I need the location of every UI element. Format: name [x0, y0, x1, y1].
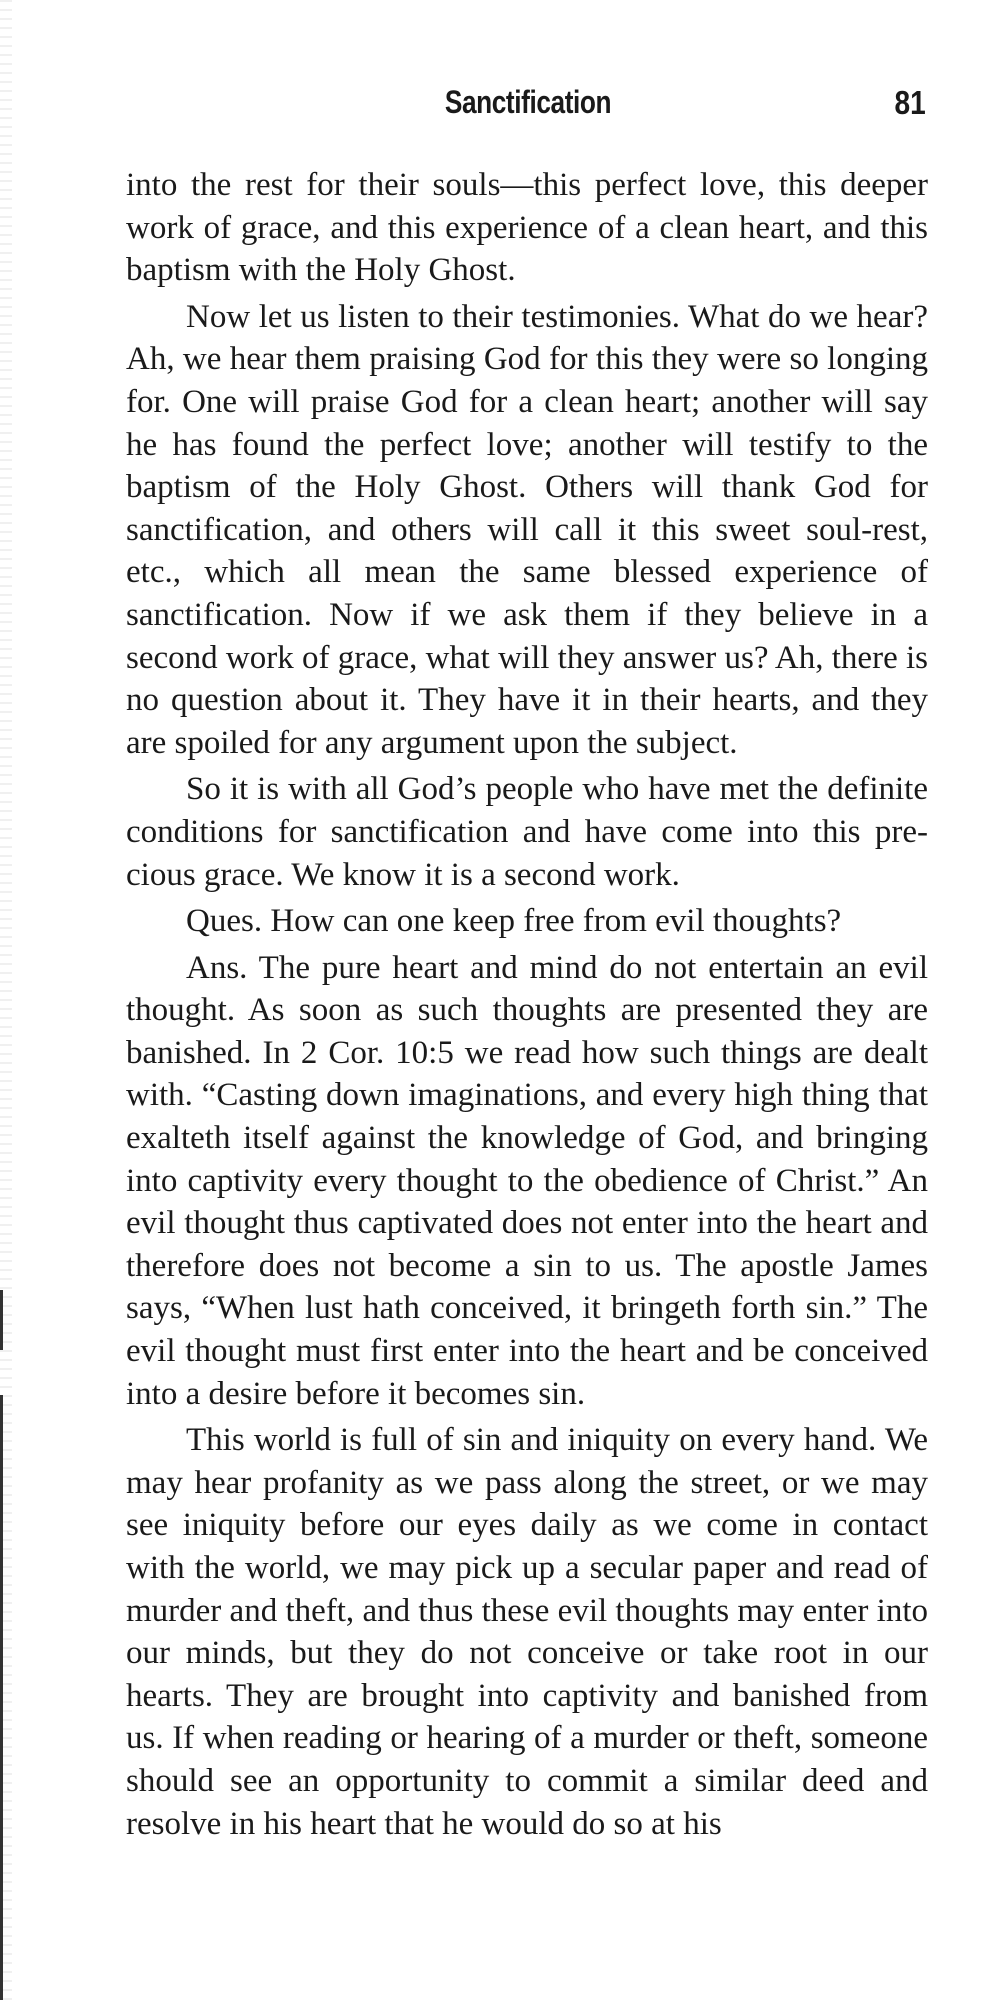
paragraph-3: So it is with all God’s people who have met the definite conditions for sanctification and have come into this precious grace. We know it is a second work. — [126, 771, 928, 893]
page-edge-mark — [0, 1395, 3, 2000]
answer-paragraph: Ans. The pure heart and mind do not entertain an evil thought. As soon as such thoughts are presented they are banished. In 2 Cor. 10:5 we read how such things are dealt with. “Casting down imaginations, and every high thing that exalteth itself against the knowledge of God, and bringing into captivity every thought to the obedience of Christ.” An evil thought thus captivated does not enter into the heart and therefore does not become a sin to us. The apostle James says, “When lust hath conceived, it bringeth forth sin.” The evil thought must first enter into the heart and be conceived into a desire before it becomes sin. — [126, 949, 928, 1412]
running-head — [126, 84, 930, 132]
page-number: 81 — [894, 84, 926, 121]
question-paragraph: Ques. How can one keep free from evil thoughts? — [186, 903, 842, 940]
paragraph-6: This world is full of sin and iniquity on every hand. We may hear profanity as we pass along the street, or we may see iniquity before our eyes daily as we come in contact with the world, we may pick up a secular paper and read of murder and theft, and thus these evil thoughts may enter into our minds, but they do not conceive or take root in our hearts. They are brought into captivity and banished from us. If when reading or hearing of a murder or theft, someone should see an opportunity to commit a similar deed and resolve in his heart that he would do so at his — [126, 1422, 928, 1842]
running-head-title: Sanctification — [444, 84, 612, 120]
page-edge-mark — [0, 1290, 3, 1350]
paragraph-2: Now let us listen to their testimonies. What do we hear? Ah, we hear them praising God for this they were so longing for. One will praise God for a clean heart; another will say he has found the perfect love; another will testify to the baptism of the Holy Ghost. Others will thank God for sanctification, and others will call it this sweet soul-rest, etc., which all mean the same blessed experience of sanctification. Now if we ask them if they believe in a second work of grace, what will they answer us? Ah, there is no question about it. They have it in their hearts, and they are spoiled for any argument upon the subject. — [126, 298, 928, 761]
body-text — [126, 164, 928, 1849]
paragraph-1: into the rest for their souls—this perfect love, this deeper work of grace, and this experience of a clean heart, and this baptism with the Holy Ghost. — [126, 167, 928, 289]
